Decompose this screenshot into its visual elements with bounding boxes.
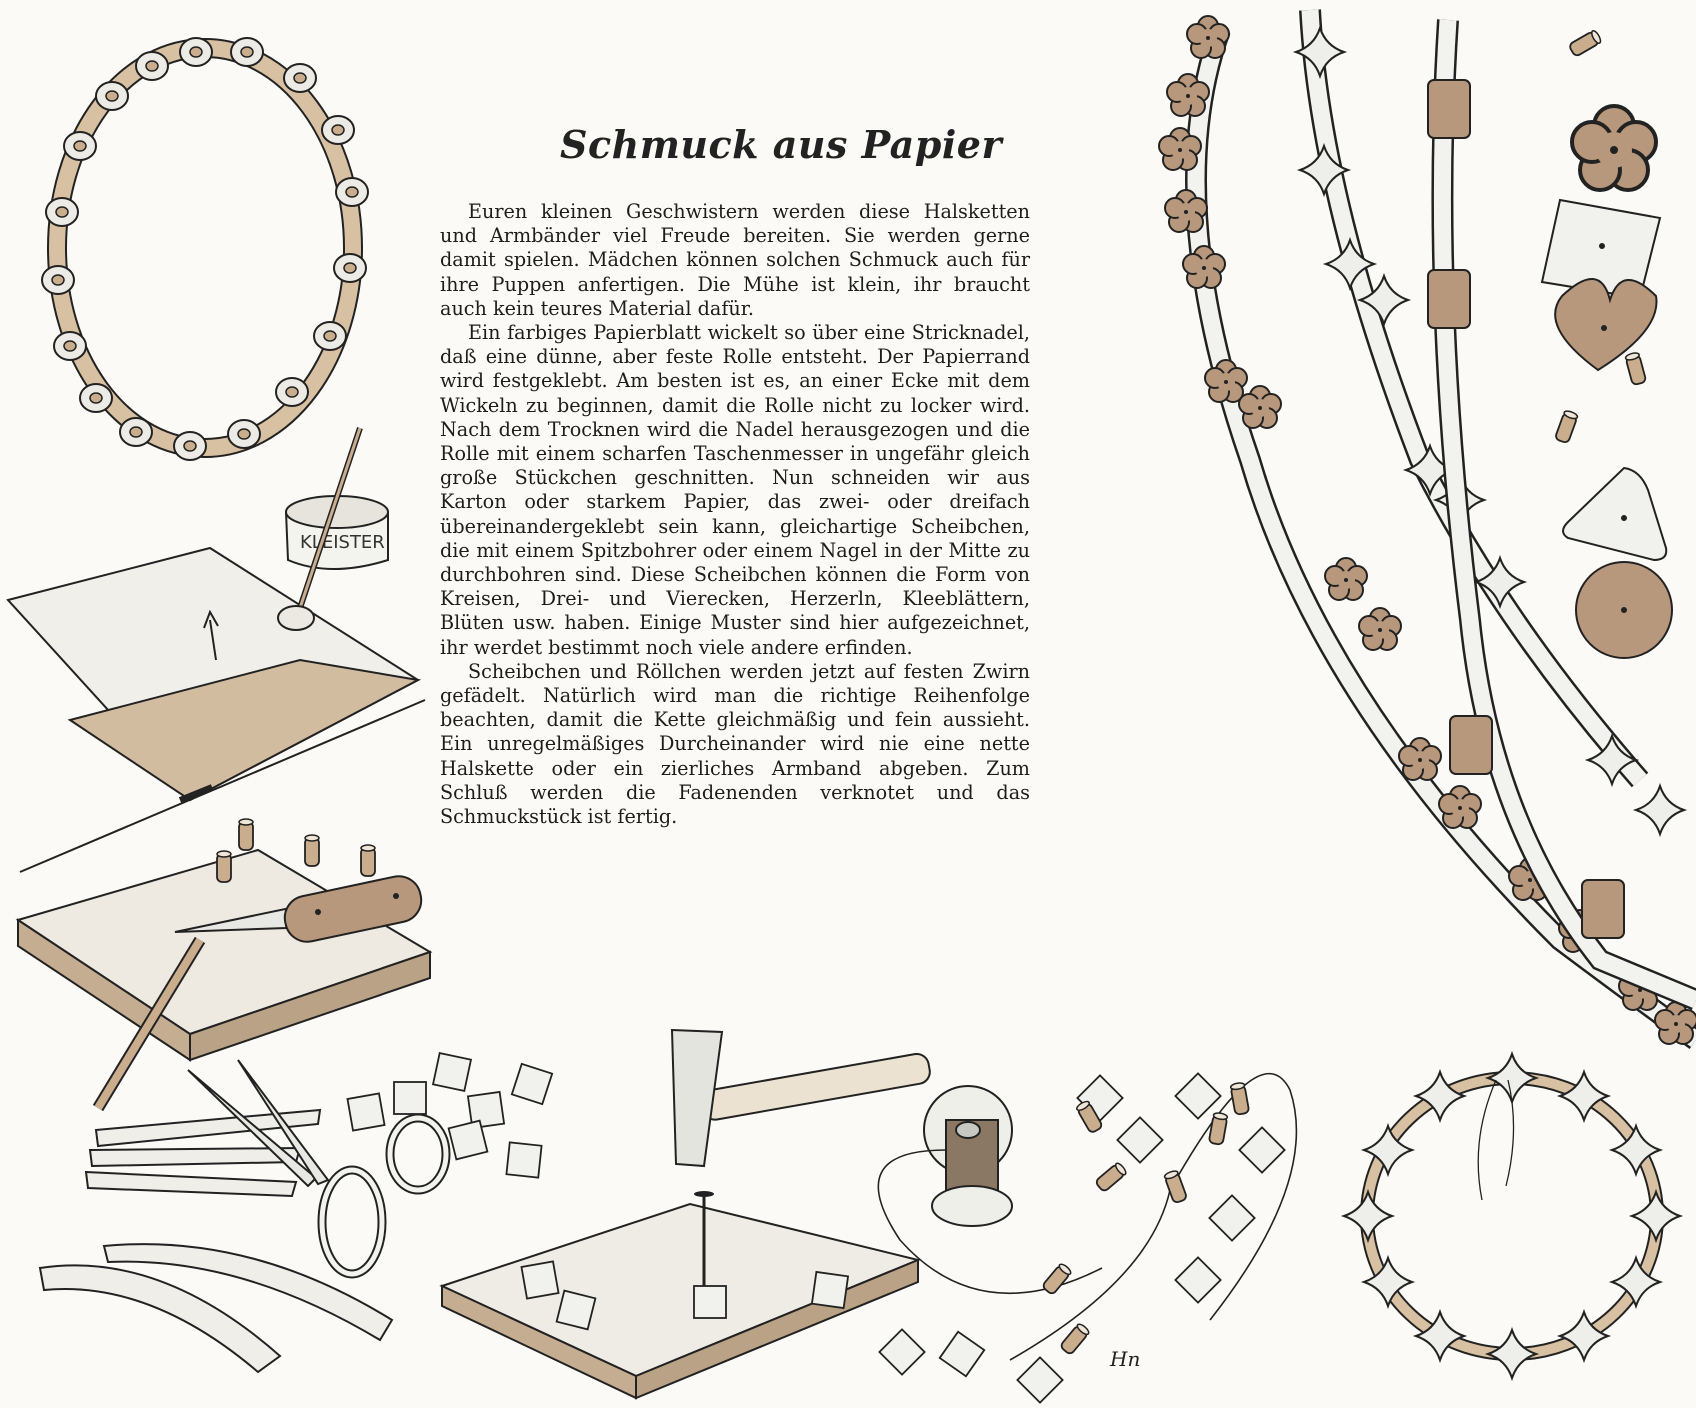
illustrator-signature: Hn <box>1110 1347 1141 1371</box>
diamond-bracelet <box>1344 1054 1680 1378</box>
article-body <box>440 200 1030 829</box>
cutting-board-with-knife <box>18 819 430 1108</box>
bead-necklace-oval <box>42 38 368 460</box>
glue-pot-label: KLEISTER <box>300 532 385 553</box>
article-paragraph-2: Ein farbiges Papierblatt wickelt so über eine Stricknadel, daß eine dünne, aber feste Rolle entsteht. Der Papierrand wird festgeklebt. Am besten ist es, an einer Ecke mit dem Wickeln zu beginnen, damit die Rolle nicht zu locker wird. Nach dem Trocknen wird die Nadel herausgezogen und die Rolle mit einem scharfen Taschenmesser in ungefähr gleich große Stückchen geschnitten. Nun schneiden wir aus Karton oder starkem Papier, das zwei- oder dreifach übereinandergeklebt sein kann, gleichartige Scheibchen, die mit einem Spitzbohrer oder einem Nagel in der Mitte zu durchbohren sind. Diese Scheibchen können die Form von Kreisen, Drei- und Vierecken, Herzerln, Kleeblättern, Blüten usw. haben. Einige Muster sind hier aufgezeichnet, ihr werdet bestimmt noch viele andere erfinden. <box>440 321 1030 659</box>
glue-pot <box>286 496 388 569</box>
article-paragraph-3: Scheibchen und Röllchen werden jetzt auf festen Zwirn gefädelt. Natürlich wird man die richtige Reihenfolge beachten, damit die Kette gleichmäßig und fein aussieht. Ein unregelmäßiges Durcheinander wird nie eine nette Halskette oder ein zierliches Armband abgeben. Zum Schluß werden die Fadenenden verknotet und das Schmuckstück ist fertig. <box>440 659 1030 829</box>
loose-shapes <box>1542 29 1672 658</box>
article-title: Schmuck aus Papier <box>560 122 1002 167</box>
paper-sheet-with-needle <box>8 548 425 872</box>
article-paragraph-1: Euren kleinen Geschwistern werden diese Halsketten und Armbänder viel Freude bereiten. Sie werden gerne damit spielen. Mädchen können solchen Schmuck auch für ihre Puppen anfertigen. Die Mühe ist klein, ihr braucht auch kein teures Material dafür. <box>440 200 1030 320</box>
